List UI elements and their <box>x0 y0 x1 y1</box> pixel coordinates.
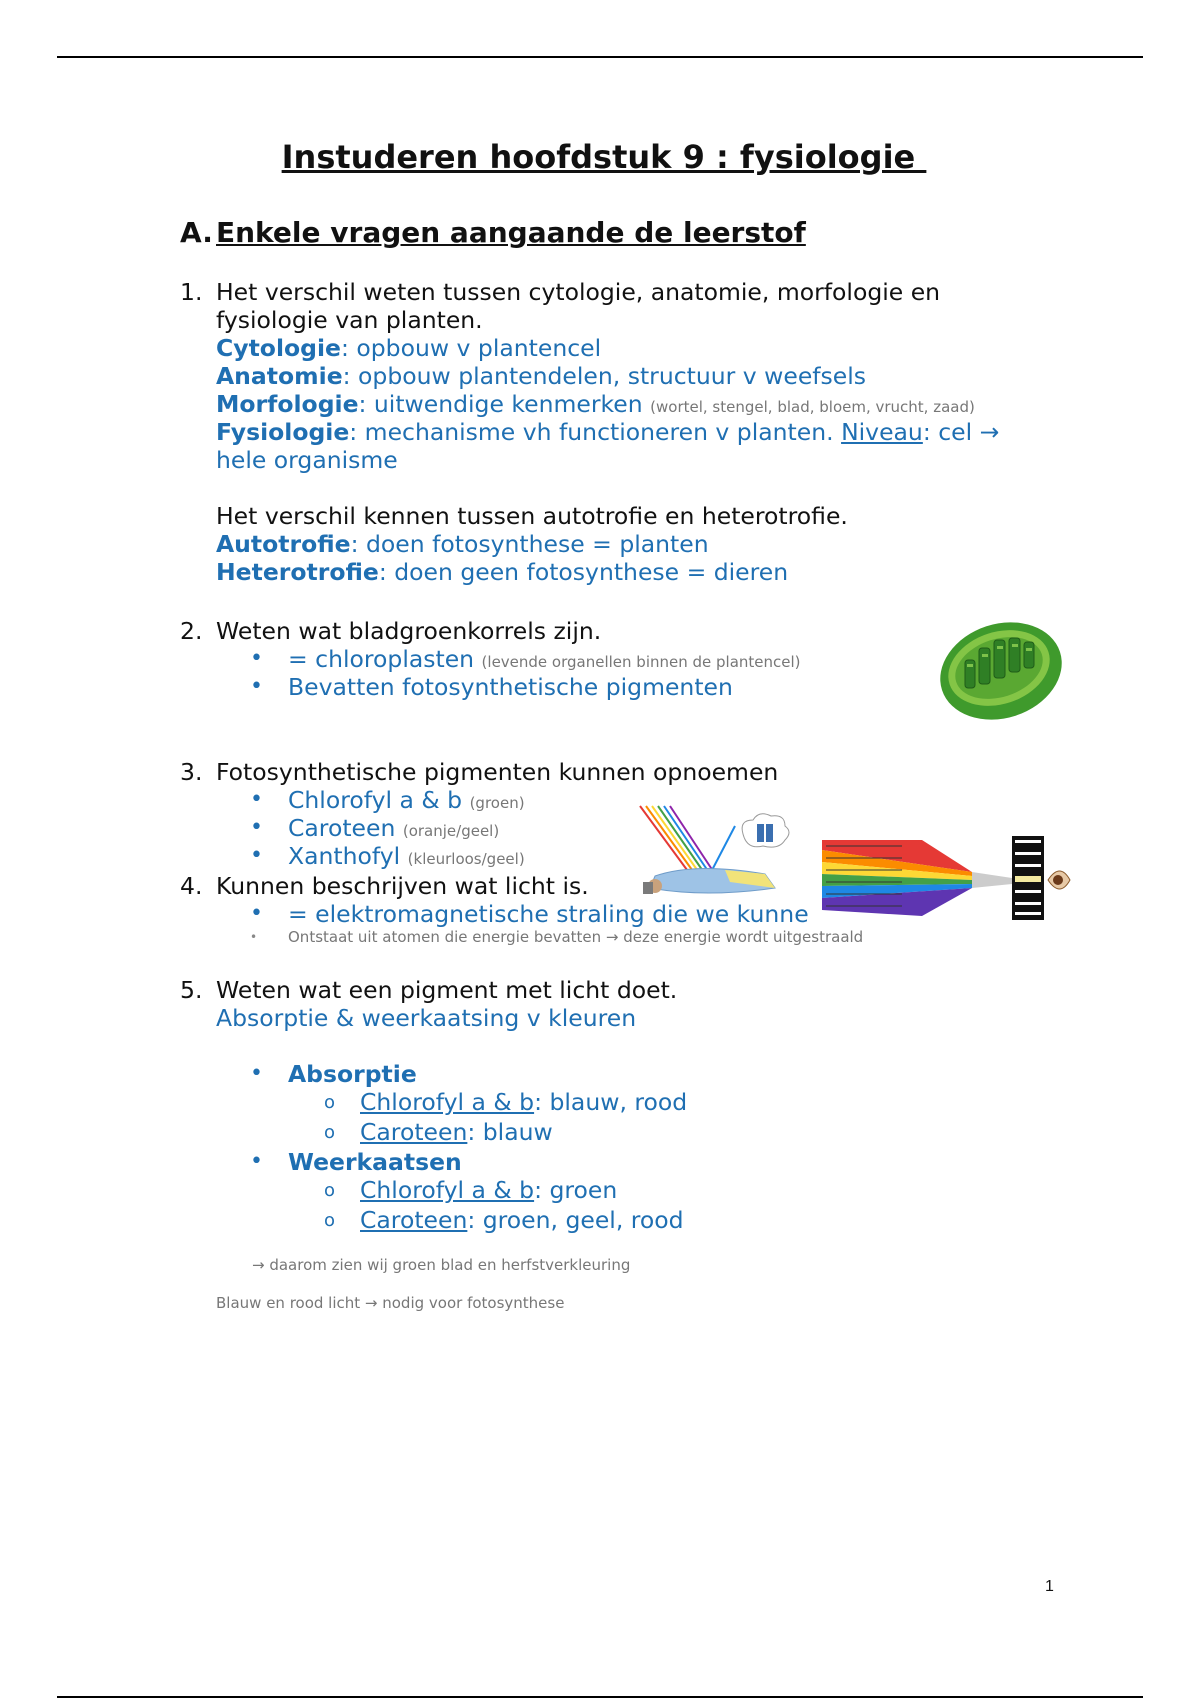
section-title: Enkele vragen aangaande de leerstof <box>216 216 806 249</box>
pigment-colors: : groen <box>534 1176 618 1204</box>
header-rule <box>57 56 1143 58</box>
bullet-icon: • <box>250 930 258 944</box>
pigment-name: Chlorofyl a & b <box>288 786 463 814</box>
circle-bullet-icon: o <box>324 1180 336 1201</box>
morfologie-note: (wortel, stengel, blad, bloem, vrucht, zaad) <box>650 398 975 416</box>
q1-line1: Het verschil weten tussen cytologie, anatomie, morfologie en <box>216 278 941 306</box>
pigment-note: (kleurloos/geel) <box>407 850 525 868</box>
heterotrofie-term: Heterotrofie <box>216 558 379 586</box>
morfologie-term: Morfologie <box>216 390 359 418</box>
q2-number: 2. <box>180 617 203 645</box>
q1-cytologie <box>216 334 601 362</box>
weerkaatsen-item <box>360 1176 617 1204</box>
q1-fysiologie-line2: hele organisme <box>216 446 398 474</box>
fysiologie-def: : mechanisme vh functioneren v planten. <box>349 418 842 446</box>
q2-b2: Bevatten fotosynthetische pigmenten <box>288 673 733 701</box>
pigment-name: Caroteen <box>288 814 396 842</box>
pigment-colors: : blauw, rood <box>534 1088 688 1116</box>
bullet-icon: • <box>250 646 263 671</box>
circle-bullet-icon: o <box>324 1122 336 1143</box>
q1-anatomie <box>216 362 866 390</box>
cytologie-def: : opbouw v plantencel <box>340 334 602 362</box>
q5-sub: Absorptie & weerkaatsing v kleuren <box>216 1004 637 1032</box>
q5-number: 5. <box>180 976 203 1004</box>
bullet-icon: • <box>250 1061 263 1086</box>
absorptie-item <box>360 1118 553 1146</box>
q5-note1: → daarom zien wij groen blad en herfstverkleuring <box>252 1256 631 1274</box>
q2-b1-text: = chloroplasten <box>288 645 475 673</box>
q1-fysiologie <box>216 418 999 446</box>
cytologie-term: Cytologie <box>216 334 341 362</box>
heterotrofie-def: : doen geen fotosynthese = dieren <box>378 558 789 586</box>
autotrofie-term: Autotrofie <box>216 530 351 558</box>
q5-text: Weten wat een pigment met licht doet. <box>216 976 678 1004</box>
pigment-name: Xanthofyl <box>288 842 401 870</box>
pigment-item <box>288 814 499 845</box>
q5-note2: Blauw en rood licht → nodig voor fotosynthese <box>216 1294 565 1312</box>
niveau-rest: : cel → <box>922 418 1000 446</box>
q4-b1: = elektromagnetische straling die we kunne <box>288 900 809 928</box>
absorptie-heading: Absorptie <box>288 1060 417 1088</box>
morfologie-def: : uitwendige kenmerken <box>358 390 643 418</box>
pigment-note: (groen) <box>469 794 525 812</box>
q1-heterotrofie <box>216 558 788 586</box>
page-title: Instuderen hoofdstuk 9 : fysiologie <box>281 138 927 176</box>
autotrofie-def: : doen fotosynthese = planten <box>350 530 709 558</box>
anatomie-term: Anatomie <box>216 362 343 390</box>
pigment-name: Chlorofyl a & b <box>360 1088 535 1116</box>
light-reflection-illustration <box>635 804 805 904</box>
q1-line2: fysiologie van planten. <box>216 306 483 334</box>
q2-b1 <box>288 645 801 676</box>
bullet-icon: • <box>250 815 263 840</box>
pigment-colors: : blauw <box>467 1118 553 1146</box>
q2-b1-note: (levende organellen binnen de plantencel) <box>481 653 801 671</box>
pigment-colors: : groen, geel, rood <box>467 1206 684 1234</box>
bullet-icon: • <box>250 901 263 926</box>
q1-morfologie <box>216 390 975 421</box>
bullet-icon: • <box>250 843 263 868</box>
bullet-icon: • <box>250 674 263 699</box>
spectrum-prism-illustration <box>822 828 1072 928</box>
q1-autotrofie <box>216 530 709 558</box>
circle-bullet-icon: o <box>324 1092 336 1113</box>
q4-b2: Ontstaat uit atomen die energie bevatten → deze energie wordt uitgestraald <box>288 928 864 946</box>
pigment-item <box>288 786 525 817</box>
pigment-name: Caroteen <box>360 1206 468 1234</box>
pigment-name: Chlorofyl a & b <box>360 1176 535 1204</box>
q3-number: 3. <box>180 758 203 786</box>
q3-text: Fotosynthetische pigmenten kunnen opnoemen <box>216 758 779 786</box>
absorptie-item <box>360 1088 687 1116</box>
section-letter: A. <box>180 216 213 249</box>
bullet-icon: • <box>250 787 263 812</box>
q2-text: Weten wat bladgroenkorrels zijn. <box>216 617 602 645</box>
q1-number: 1. <box>180 278 203 306</box>
fysiologie-term: Fysiologie <box>216 418 350 446</box>
chloroplast-illustration <box>935 618 1067 724</box>
pigment-name: Caroteen <box>360 1118 468 1146</box>
q4-text: Kunnen beschrijven wat licht is. <box>216 872 589 900</box>
q4-number: 4. <box>180 872 203 900</box>
circle-bullet-icon: o <box>324 1210 336 1231</box>
anatomie-def: : opbouw plantendelen, structuur v weefsels <box>342 362 867 390</box>
bullet-icon: • <box>250 1149 263 1174</box>
pigment-item <box>288 842 525 873</box>
weerkaatsen-heading: Weerkaatsen <box>288 1148 462 1176</box>
pigment-note: (oranje/geel) <box>402 822 500 840</box>
page-number: 1 <box>1045 1578 1054 1595</box>
niveau-term: Niveau <box>841 418 923 446</box>
weerkaatsen-item <box>360 1206 684 1234</box>
q1-line3: Het verschil kennen tussen autotrofie en heterotrofie. <box>216 502 848 530</box>
footer-rule <box>57 1696 1143 1698</box>
section-heading <box>180 216 806 249</box>
